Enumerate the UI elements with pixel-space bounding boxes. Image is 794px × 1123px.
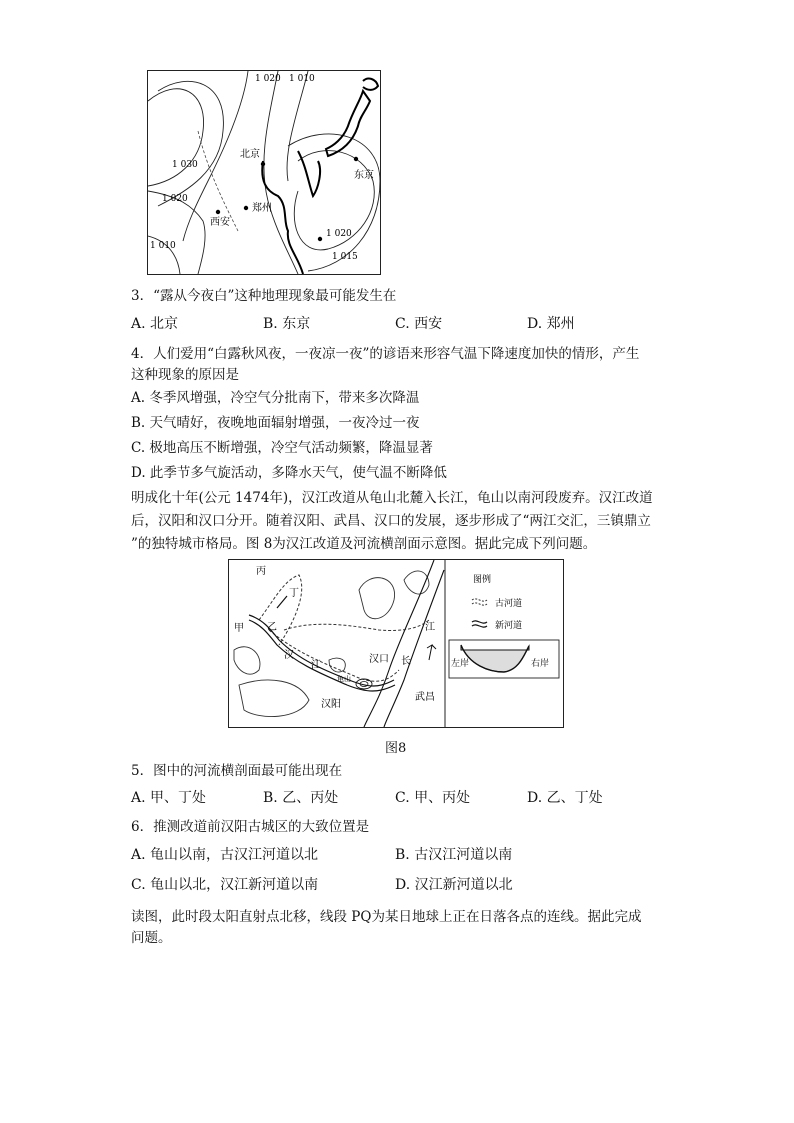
isobar-label: 1 020	[326, 229, 352, 239]
xian-dot	[216, 210, 220, 214]
city-label-zhengzhou: 郑州	[252, 203, 272, 214]
q4-option-a[interactable]: A. 冬季风增强，冷空气分批南下，带来多次降温	[131, 390, 420, 406]
isobar-map	[147, 70, 381, 275]
lake-outline	[234, 647, 260, 674]
passage-line1: 明成化十年(公元 1474年)，汉江改道从龟山北麓入长江，龟山以南河段废弃。汉江改道	[131, 490, 653, 506]
lake-outline	[359, 578, 395, 619]
q5-option-b[interactable]: B. 乙、丙处	[263, 790, 339, 806]
section-marker	[277, 596, 287, 608]
q4-option-b[interactable]: B. 天气晴好，夜晚地面辐射增强，一夜冷过一夜	[131, 415, 420, 431]
q6-option-c[interactable]: C. 龟山以北，汉江新河道以南	[131, 877, 319, 893]
q3-option-a[interactable]: A. 北京	[131, 316, 179, 332]
legend-new-label: 新河道	[495, 621, 523, 631]
isobar-label: 1 020	[255, 74, 281, 84]
isobar-label: 1 020	[162, 194, 188, 204]
coastline-korea	[298, 151, 320, 196]
ridge-line	[198, 131, 238, 231]
legend-old-label: 古河道	[495, 599, 523, 609]
q5-stem: 5．图中的河流横剖面最可能出现在	[131, 763, 343, 779]
q3-option-c[interactable]: C. 西安	[395, 316, 443, 332]
passage-line2: 后，汉阳和汉口分开。随着汉阳、武昌、汉口的发展，逐步形成了“两江交汇，三镇鼎立	[131, 513, 651, 529]
label-han: 汉	[284, 650, 294, 661]
passage-line3: ”的独特城市格局。图 8为汉江改道及河流横剖面示意图。据此完成下列问题。	[131, 536, 597, 552]
zhengzhou-dot	[244, 206, 248, 210]
isobar-label: 1 010	[150, 241, 176, 251]
legend-left-bank: 左岸	[451, 659, 470, 669]
q6-stem: 6．推测改道前汉阳古城区的大致位置是	[131, 819, 370, 835]
q4-stem-line1: 4．人们爱用“白露秋风夜，一夜凉一夜”的谚语来形容气温下降速度加快的情形，产生	[131, 346, 640, 362]
label-wuchang: 武昌	[415, 692, 435, 703]
label-hanyang: 汉阳	[321, 699, 341, 710]
guishan-hill	[356, 679, 372, 689]
label-jiang1: 江	[311, 660, 321, 671]
coastline-japan	[326, 91, 370, 156]
figure-8-caption: 图8	[385, 741, 407, 756]
isobar-map-svg	[148, 71, 380, 274]
isobar-line	[148, 89, 204, 186]
closing-line1: 读图，此时段太阳直射点北移，线段 PQ为某日地球上正在日落各点的连线。据此完成	[131, 909, 642, 925]
label-chang: 长	[401, 656, 411, 667]
coastline-hokkaido	[363, 79, 378, 90]
isobar-line	[158, 81, 223, 206]
legend-right-bank: 右岸	[531, 659, 550, 669]
city-label-beijing: 北京	[240, 149, 260, 160]
beijing-dot	[261, 162, 265, 166]
isobar-label: 1 015	[332, 252, 358, 262]
label-hankou: 汉口	[369, 654, 389, 665]
lake-outline	[329, 658, 345, 672]
isobar-label: 1 030	[172, 160, 198, 170]
center-dot	[318, 237, 322, 241]
coastline-china	[262, 161, 303, 274]
q6-option-b[interactable]: B. 古汉江河道以南	[395, 847, 513, 863]
isobar-line	[264, 71, 298, 274]
closing-line2: 问题。	[131, 930, 172, 946]
old-river-course	[259, 575, 302, 645]
label-ding: 丁	[289, 588, 299, 599]
isobar-line	[287, 71, 308, 181]
city-label-xian: 西安	[210, 217, 230, 228]
q6-option-a[interactable]: A. 龟山以南，古汉江河道以北	[131, 847, 319, 863]
label-jia: 甲	[234, 623, 244, 634]
q4-option-d[interactable]: D. 此季节多气旋活动，多降水天气，使气温不断降低	[131, 465, 447, 481]
q6-option-d[interactable]: D. 汉江新河道以北	[395, 877, 513, 893]
flow-arrow-icon	[427, 645, 436, 660]
q3-stem: 3．“露从今夜白”这种地理现象最可能发生在	[131, 288, 397, 304]
q5-option-a[interactable]: A. 甲、丁处	[131, 790, 207, 806]
legend-old-icon	[472, 599, 487, 601]
cross-section-profile	[461, 645, 529, 672]
lake-outline	[239, 680, 309, 717]
han-river-map	[228, 559, 564, 728]
q4-option-c[interactable]: C. 极地高压不断增强，冷空气活动频繁，降温显著	[131, 440, 433, 456]
label-jiang2: 江	[425, 622, 435, 633]
isobar-label: 1 010	[289, 74, 315, 84]
legend-title: 图例	[473, 575, 492, 585]
tokyo-dot	[354, 157, 358, 161]
label-yi: 乙	[267, 622, 277, 633]
q5-option-d[interactable]: D. 乙、丁处	[527, 790, 603, 806]
q3-option-b[interactable]: B. 东京	[263, 316, 311, 332]
label-bing: 丙	[256, 566, 266, 577]
q4-stem-line2: 这种现象的原因是	[131, 367, 239, 383]
isobar-line	[183, 71, 248, 241]
label-guishan: 龟山	[337, 675, 351, 683]
city-label-tokyo: 东京	[354, 170, 374, 181]
legend-new-icon	[472, 621, 487, 623]
q3-option-d[interactable]: D. 郑州	[527, 316, 575, 332]
q5-option-c[interactable]: C. 甲、丙处	[395, 790, 471, 806]
han-river-map-svg	[229, 560, 563, 727]
